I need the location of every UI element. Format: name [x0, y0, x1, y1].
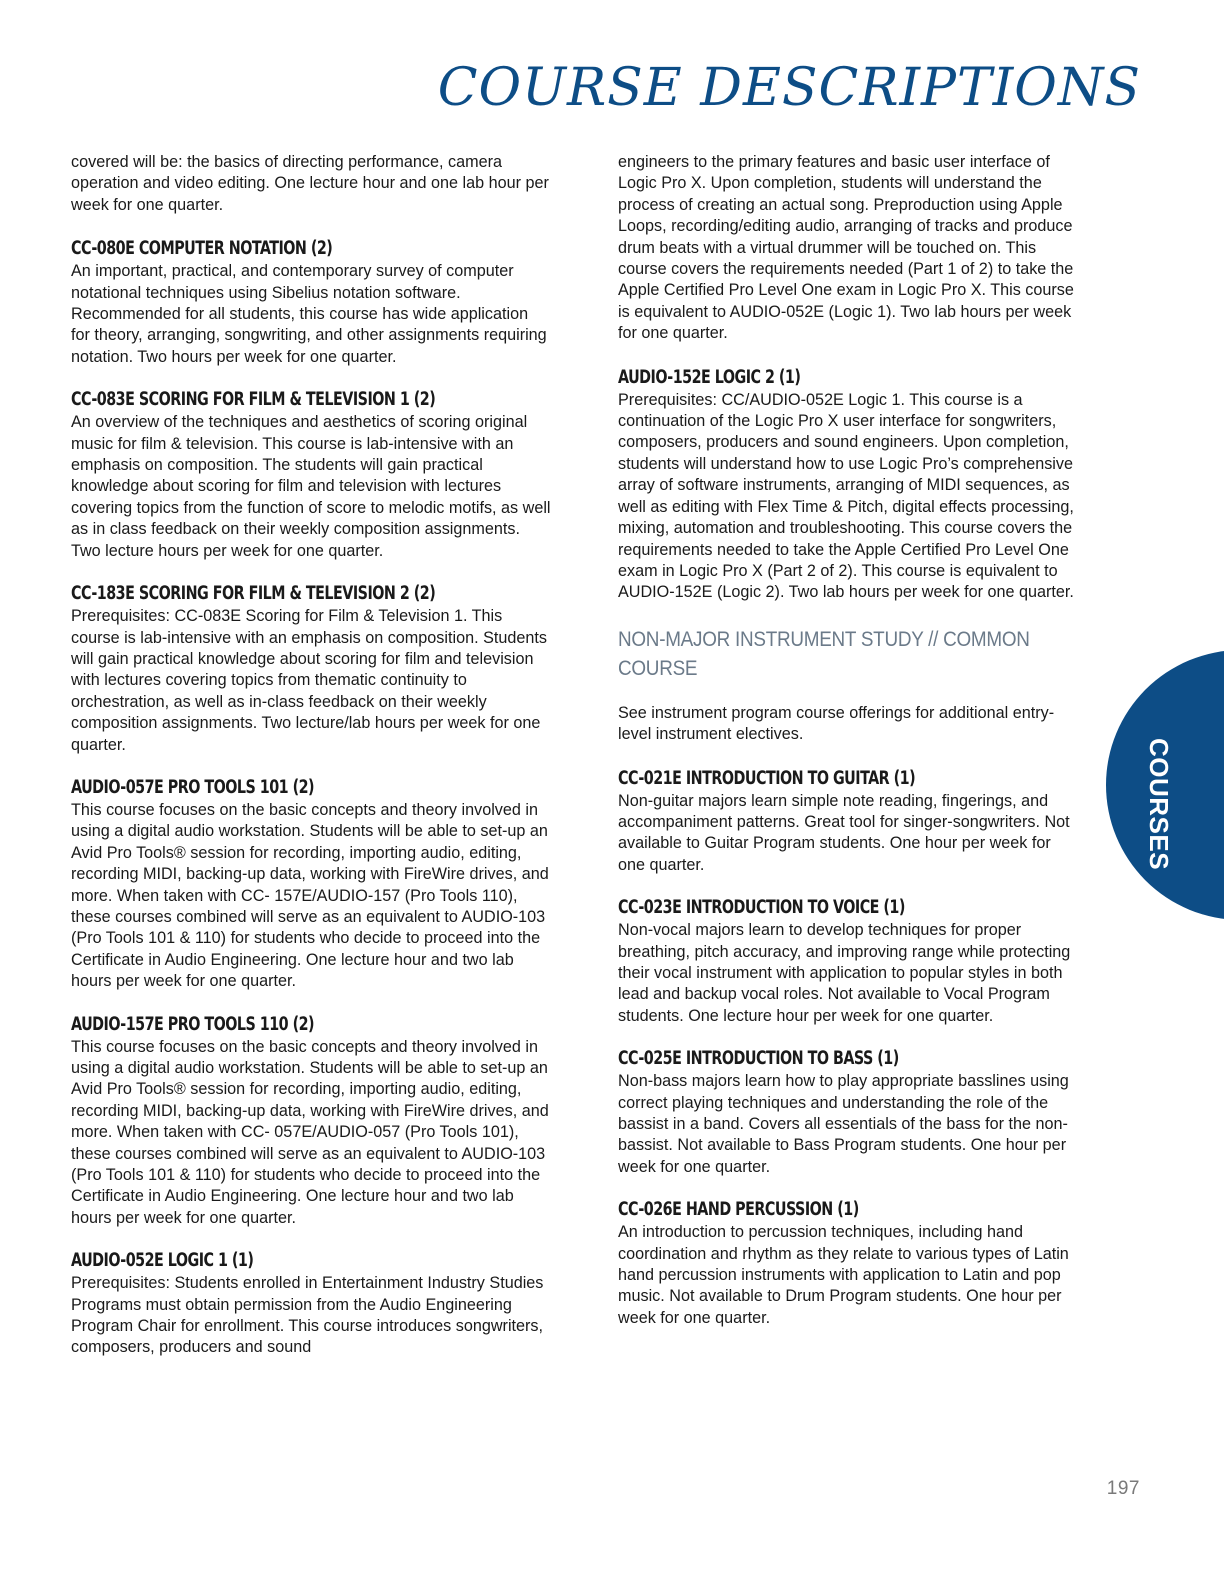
course-entry [71, 777, 551, 993]
course-heading: CC-083E SCORING FOR FILM & TELEVISION 1 (2) [71, 389, 436, 411]
course-heading: AUDIO-057E PRO TOOLS 101 (2) [71, 776, 315, 798]
section-heading: NON-MAJOR INSTRUMENT STUDY // COMMON COURSE [618, 627, 1030, 680]
course-entry [618, 1199, 1074, 1329]
course-heading: AUDIO-157E PRO TOOLS 110 (2) [71, 1013, 315, 1035]
course-description: Non-vocal majors learn to develop techniques for proper breathing, pitch accuracy, and improving range while protecting their vocal instrument with application to popular styles in both lead and backup vocal roles. Not available to Vocal Program students. One lecture hour per week for one quarter. [618, 921, 1071, 1025]
course-heading: AUDIO-052E LOGIC 1 (1) [71, 1250, 254, 1272]
course-entry [71, 1014, 551, 1230]
course-description: An overview of the techniques and aesthetics of scoring original music for film & television. This course is lab-intensive with an emphasis on composition. The students will gain practical knowledge about scoring for film and television with lectures covering topics from the function of score to melodic motifs, as well as in class feedback on their weekly composition assignments. Two lecture hours per week for one quarter. [71, 413, 551, 560]
course-description: An important, practical, and contemporary survey of computer notational techniques using Sibelius notation software. Recommended for all students, this course has wide application for theory, arranging, songwriting, and other assignments requiring notation. Two hours per week for one quarter. [71, 262, 547, 366]
course-entry [71, 238, 551, 368]
right-column [618, 152, 1074, 1350]
course-heading: CC-080E COMPUTER NOTATION (2) [71, 238, 333, 260]
course-description: Prerequisites: CC/AUDIO-052E Logic 1. This course is a continuation of the Logic Pro X user interface for songwriters, composers, producers and sound engineers. Upon completion, students will understand how to use Logic Pro’s comprehensive array of software instruments, arranging of MIDI sequences, as well as editing with Flex Time & Pitch, digital effects processing, mixing, automation and troubleshooting. This course covers the requirements needed to take the Apple Certified Pro Level One exam in Logic Pro X (Part 2 of 2). This course is equivalent to AUDIO-152E (Logic 2). Two lab hours per week for one quarter. [618, 390, 1074, 602]
left-column [71, 152, 551, 1380]
course-entry [618, 367, 1074, 604]
page-number: 197 [1106, 1478, 1140, 1499]
course-entry [618, 897, 1074, 1027]
section-tab-label: COURSES [1144, 738, 1174, 871]
course-heading: CC-025E INTRODUCTION TO BASS (1) [618, 1048, 899, 1070]
course-entry [71, 583, 551, 756]
course-entry [71, 1250, 551, 1359]
course-heading: CC-023E INTRODUCTION TO VOICE (1) [618, 897, 905, 919]
section-intro: See instrument program course offerings for additional entry- level instrument electives. [618, 703, 1055, 744]
continued-text: covered will be: the basics of directing performance, camera operation and video editing. One lecture hour and one lab hour per week for one quarter. [71, 153, 549, 214]
course-heading: CC-021E INTRODUCTION TO GUITAR (1) [618, 767, 916, 789]
continued-text: engineers to the primary features and basic user interface of Logic Pro X. Upon completion, students will understand the process of creating an actual song. Preproduction using Apple Loops, recording/editing audio, arranging of tracks and produce drum beats with a virtual drummer will be touched on. This course covers the requirements needed (Part 1 of 2) to take the Apple Certified Pro Level One exam in Logic Pro X. This course is equivalent to AUDIO-052E (Logic 1). Two lab hours per week for one quarter. [618, 153, 1074, 343]
course-description: Non-guitar majors learn simple note reading, fingerings, and accompaniment patterns. Great tool for singer-songwriters. Not available to Guitar Program students. One hour per week for one quarter. [618, 791, 1070, 874]
course-description: This course focuses on the basic concepts and theory involved in using a digital audio workstation. Students will be able to set-up an Avid Pro Tools® session for recording, importing audio, editing, recording MIDI, backing-up data, working with FireWire drives, and more. When taken with CC- 157E/AUDIO-157 (Pro Tools 110), these courses combined will serve as an equivalent to AUDIO-103 (Pro Tools 101 & 110) for students who decide to proceed into the Certificate in Audio Engineering. One lecture hour and two lab hours per week for one quarter. [71, 800, 549, 991]
course-description: This course focuses on the basic concepts and theory involved in using a digital audio workstation. Students will be able to set-up an Avid Pro Tools® session for recording, importing audio, editing, recording MIDI, backing-up data, working with FireWire drives, and more. When taken with CC- 057E/AUDIO-057 (Pro Tools 101), these courses combined will serve as an equivalent to AUDIO-103 (Pro Tools 101 & 110) for students who decide to proceed into the Certificate in Audio Engineering. One lecture hour and two lab hours per week for one quarter. [71, 1037, 549, 1227]
course-heading: CC-026E HAND PERCUSSION (1) [618, 1199, 859, 1221]
course-description: Non-bass majors learn how to play appropriate basslines using correct playing techniques and understanding the role of the bassist in a band. Covers all essentials of the bass for the non-bassist. Not available to Bass Program students. One hour per week for one quarter. [618, 1072, 1069, 1176]
course-entry [618, 768, 1074, 877]
course-heading: AUDIO-152E LOGIC 2 (1) [618, 366, 801, 388]
page-title: COURSE DESCRIPTIONS [437, 58, 1141, 118]
course-heading: CC-183E SCORING FOR FILM & TELEVISION 2 (2) [71, 583, 436, 605]
course-description: Prerequisites: Students enrolled in Entertainment Industry Studies Programs must obtain permission from the Audio Engineering Program Chair for enrollment. This course introduces songwriters, composers, producers and sound [71, 1274, 544, 1357]
course-description: Prerequisites: CC-083E Scoring for Film & Television 1. This course is lab-intensive with an emphasis on composition. Students will gain practical knowledge about scoring for film and television with lectures covering topics from thematic continuity to orchestration, as well as in-class feedback on their weekly composition assignments. Two lecture/lab hours per week for one quarter. [71, 607, 547, 754]
course-description: An introduction to percussion techniques, including hand coordination and rhythm as they relate to various types of Latin hand percussion instruments with application to Latin and pop music. Not available to Drum Program students. One hour per week for one quarter. [618, 1223, 1069, 1327]
course-entry [71, 389, 551, 562]
course-entry [618, 1048, 1074, 1178]
